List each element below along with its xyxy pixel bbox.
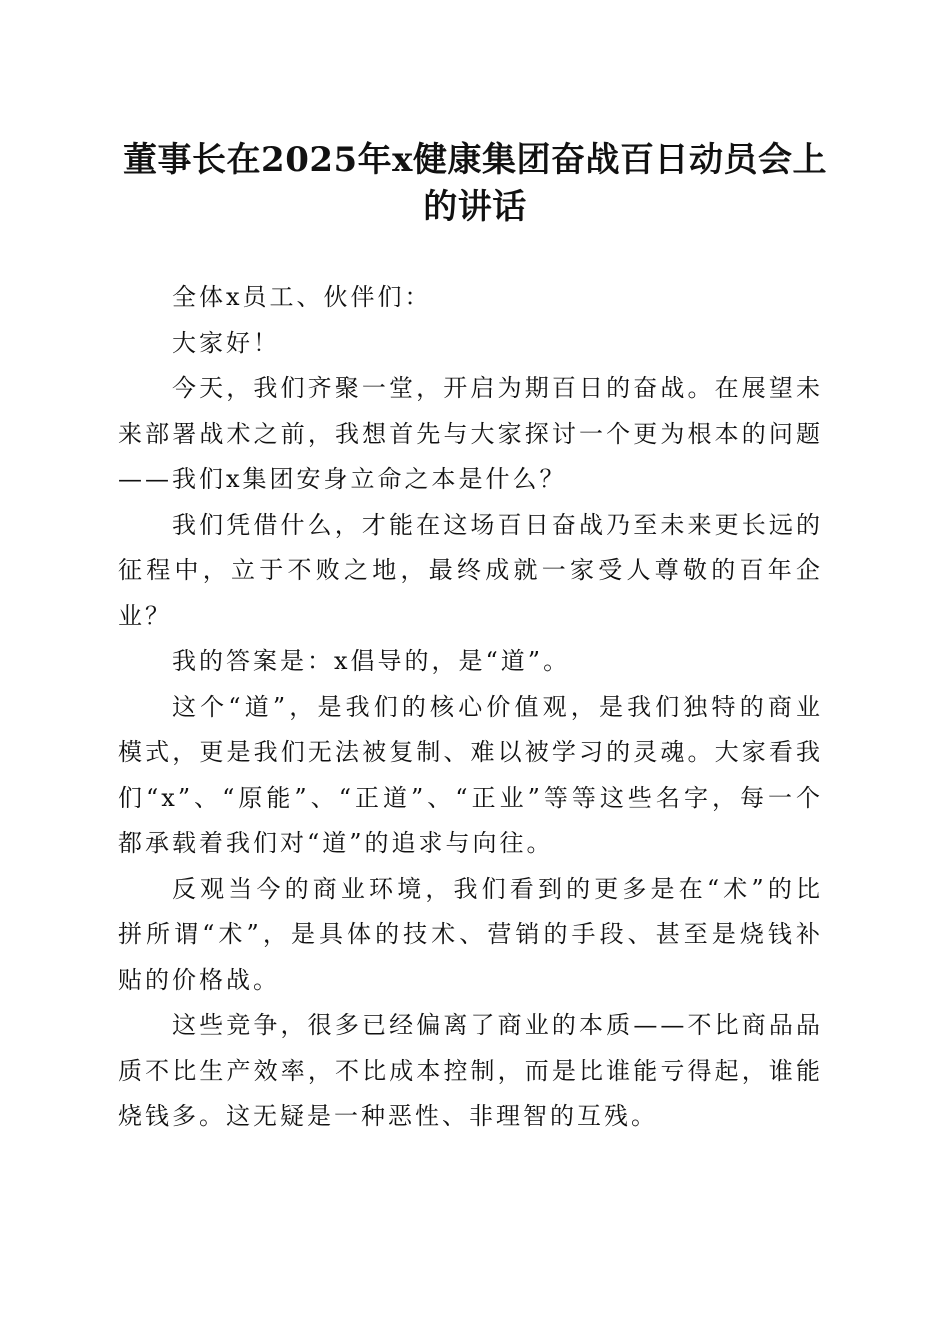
- paragraph: 这个“道”，是我们的核心价值观，是我们独特的商业模式，更是我们无法被复制、难以被学习的灵魂。大家看我们“x”、“原能”、“正道”、“正业”等等这些名字，每一个都承载着我们对“道”的追求与向往。: [118, 692, 823, 857]
- speech-body: [118, 275, 823, 1140]
- page-title: 董事长在2025年x健康集团奋战百日动员会上的讲话: [123, 140, 827, 227]
- paragraph-salutation: 全体x员工、伙伴们：: [172, 283, 432, 311]
- paragraph: 这些竞争，很多已经偏离了商业的本质——不比商品品质不比生产效率，不比成本控制，而是比谁能亏得起，谁能烧钱多。这无疑是一种恶性、非理智的互残。: [118, 1011, 823, 1130]
- paragraph: 今天，我们齐聚一堂，开启为期百日的奋战。在展望未来部署战术之前，我想首先与大家探讨一个更为根本的问题——我们x集团安身立命之本是什么？: [118, 374, 823, 493]
- paragraph: 我的答案是：x倡导的，是“道”。: [172, 647, 571, 675]
- paragraph-greeting: 大家好！: [172, 328, 280, 357]
- paragraph: 反观当今的商业环境，我们看到的更多是在“术”的比拼所谓“术”，是具体的技术、营销的手段、甚至是烧钱补贴的价格战。: [118, 874, 823, 994]
- paragraph: 我们凭借什么，才能在这场百日奋战乃至未来更长远的征程中，立于不败之地，最终成就一家受人尊敬的百年企业？: [118, 510, 823, 630]
